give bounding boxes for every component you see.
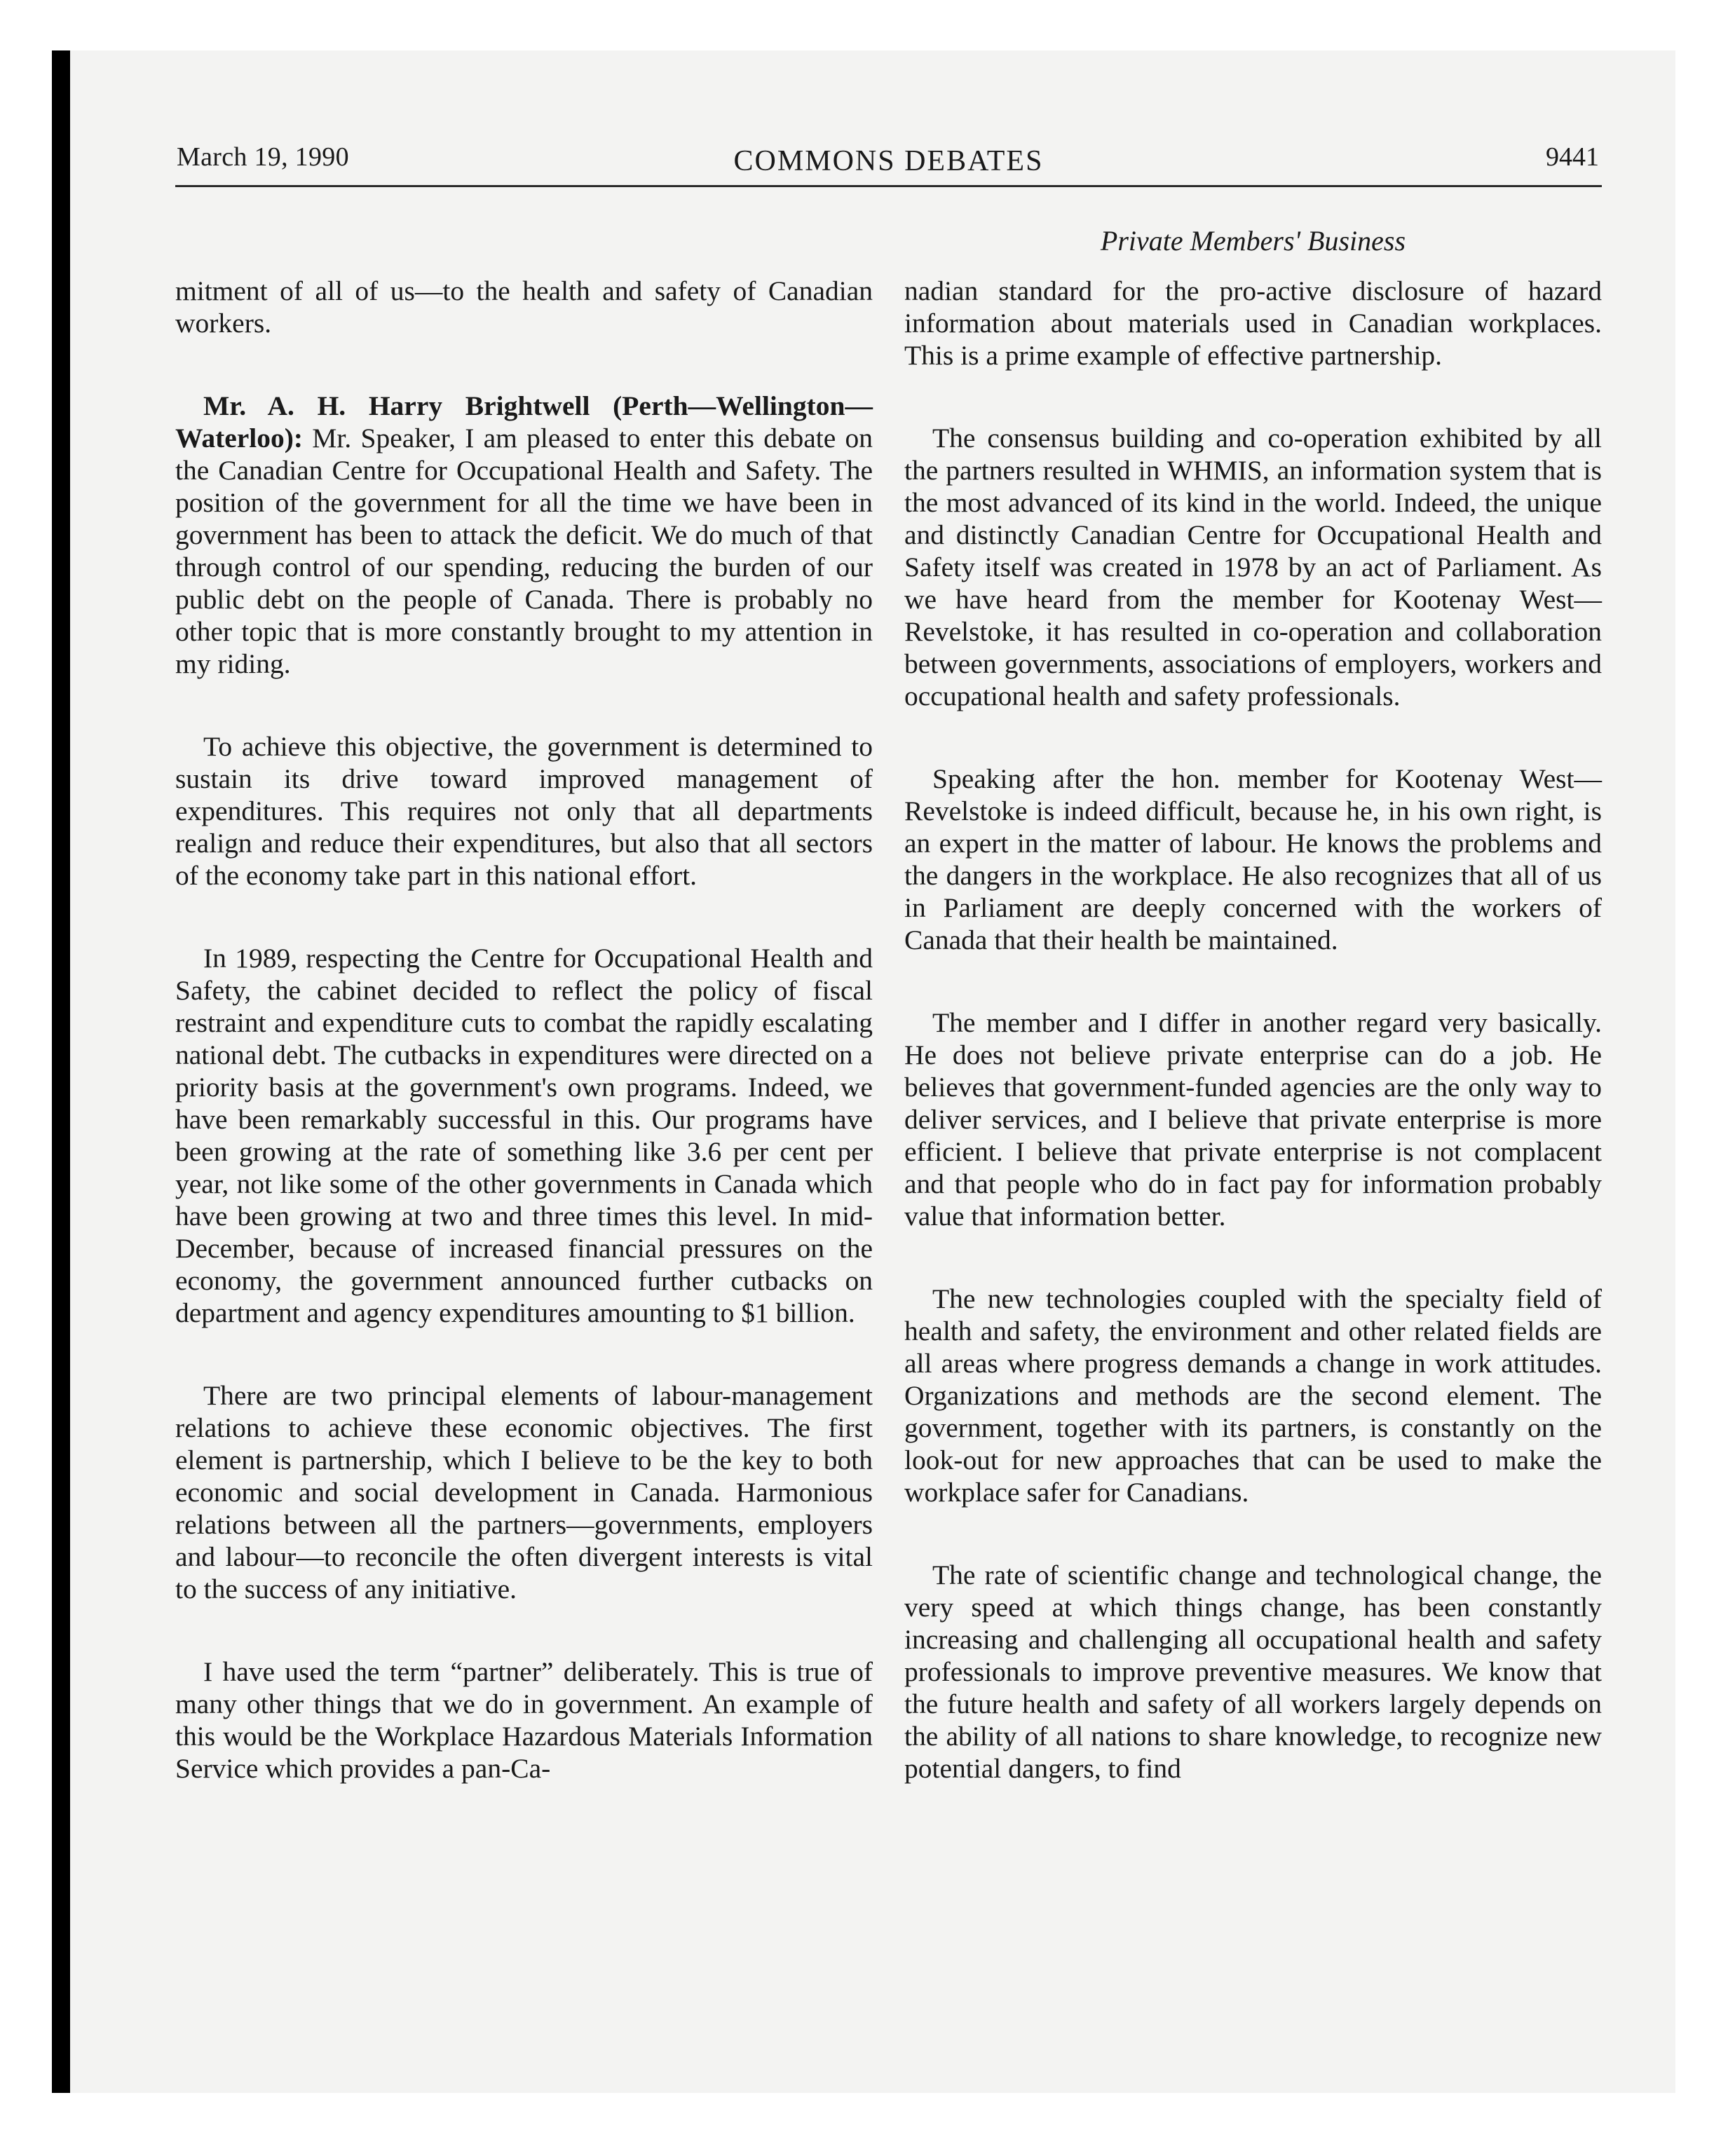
scan-edge xyxy=(52,50,70,2093)
header-title: COMMONS DEBATES xyxy=(733,145,1044,177)
speaker-name: Mr. A. H. Harry Brightwell (Perth—Wellington—Waterloo): xyxy=(175,390,873,453)
paragraph: To achieve this objective, the government is determined to sustain its drive toward improved management of expenditures. This requires not only that all departments realign and reduce their expenditures, but also that all sectors of the economy take part in this national effort. xyxy=(175,731,873,891)
header-page-number: 9441 xyxy=(1546,142,1599,172)
paragraph: The new technologies coupled with the specialty field of health and safety, the environment and other related fields are all areas where progress demands a change in work attitudes. Organizations and methods are the second element. The government, together with its partners, is constantly on the look-out for new approaches that can be used to make the workplace safer for Canadians. xyxy=(904,1283,1602,1508)
paragraph: Speaking after the hon. member for Kootenay West—Revelstoke is indeed difficult, because he, in his own right, is an expert in the matter of labour. He knows the problems and the dangers in the workplace. He also recognizes that all of us in Parliament are deeply concerned with the workers of Canada that their health be maintained. xyxy=(904,763,1602,955)
paragraph xyxy=(175,390,873,680)
section-heading: Private Members' Business xyxy=(1100,225,1406,257)
speech-text: Mr. Speaker, I am pleased to enter this debate on the Canadian Centre for Occupational Health and Safety. The position of the government for all the time we have been in government has been to attack the deficit. We do much of that through control of our spending, reducing the burden of our public debt on the people of Canada. There is probably no other topic that is more constantly brought to my attention in my riding. xyxy=(175,423,873,679)
paragraph: nadian standard for the pro-active disclosure of hazard information about materials used in Canadian workplaces. This is a prime example of effective partnership. xyxy=(904,275,1602,371)
paragraph: There are two principal elements of labour-management relations to achieve these economic objectives. The first element is partnership, which I believe to be the key to both economic and social development in Canada. Harmonious relations between all the partners—governments, employers and labour—to reconcile the often divergent interests is vital to the success of any initiative. xyxy=(175,1380,873,1604)
paragraph: The consensus building and co-operation exhibited by all the partners resulted in WHMIS, an information system that is the most advanced of its kind in the world. Indeed, the unique and distinctly Canadian Centre for Occupational Health and Safety itself was created in 1978 by an act of Parliament. As we have heard from the member for Kootenay West—Revelstoke, it has resulted in co-operation and collaboration between governments, associations of employers, workers and occupational health and safety professionals. xyxy=(904,423,1602,711)
left-column xyxy=(175,275,873,1835)
header-date: March 19, 1990 xyxy=(177,142,349,172)
page-header xyxy=(175,142,1602,187)
paragraph: The member and I differ in another regard very basically. He does not believe private enterprise can do a job. He believes that government-funded agencies are the only way to deliver services, and I believe that private enterprise is more efficient. I believe that private enterprise is not complacent and that people who do in fact pay for information probably value that information better. xyxy=(904,1007,1602,1231)
paragraph: In 1989, respecting the Centre for Occupational Health and Safety, the cabinet decided to reflect the policy of fiscal restraint and expenditure cuts to combat the rapidly escalating national debt. The cutbacks in expenditures were directed on a priority basis at the government's own programs. Indeed, we have been remarkably successful in this. Our programs have been growing at the rate of something like 3.6 per cent per year, not like some of the other governments in Canada which have been growing at two and three times this level. In mid-December, because of increased financial pressures on the economy, the government announced further cutbacks on department and agency expenditures amounting to $1 billion. xyxy=(175,943,873,1328)
right-column xyxy=(904,275,1602,1835)
paragraph: The rate of scientific change and technological change, the very speed at which things change, has been constantly increasing and challenging all occupational health and safety professionals to improve preventive measures. We know that the future health and safety of all workers largely depends on the ability of all nations to share knowledge, to recognize new potential dangers, to find xyxy=(904,1560,1602,1784)
paragraph: I have used the term “partner” deliberately. This is true of many other things that we do in government. An example of this would be the Workplace Hazardous Materials Information Service which provides a pan-Ca- xyxy=(175,1656,873,1784)
paragraph: mitment of all of us—to the health and safety of Canadian workers. xyxy=(175,275,873,339)
